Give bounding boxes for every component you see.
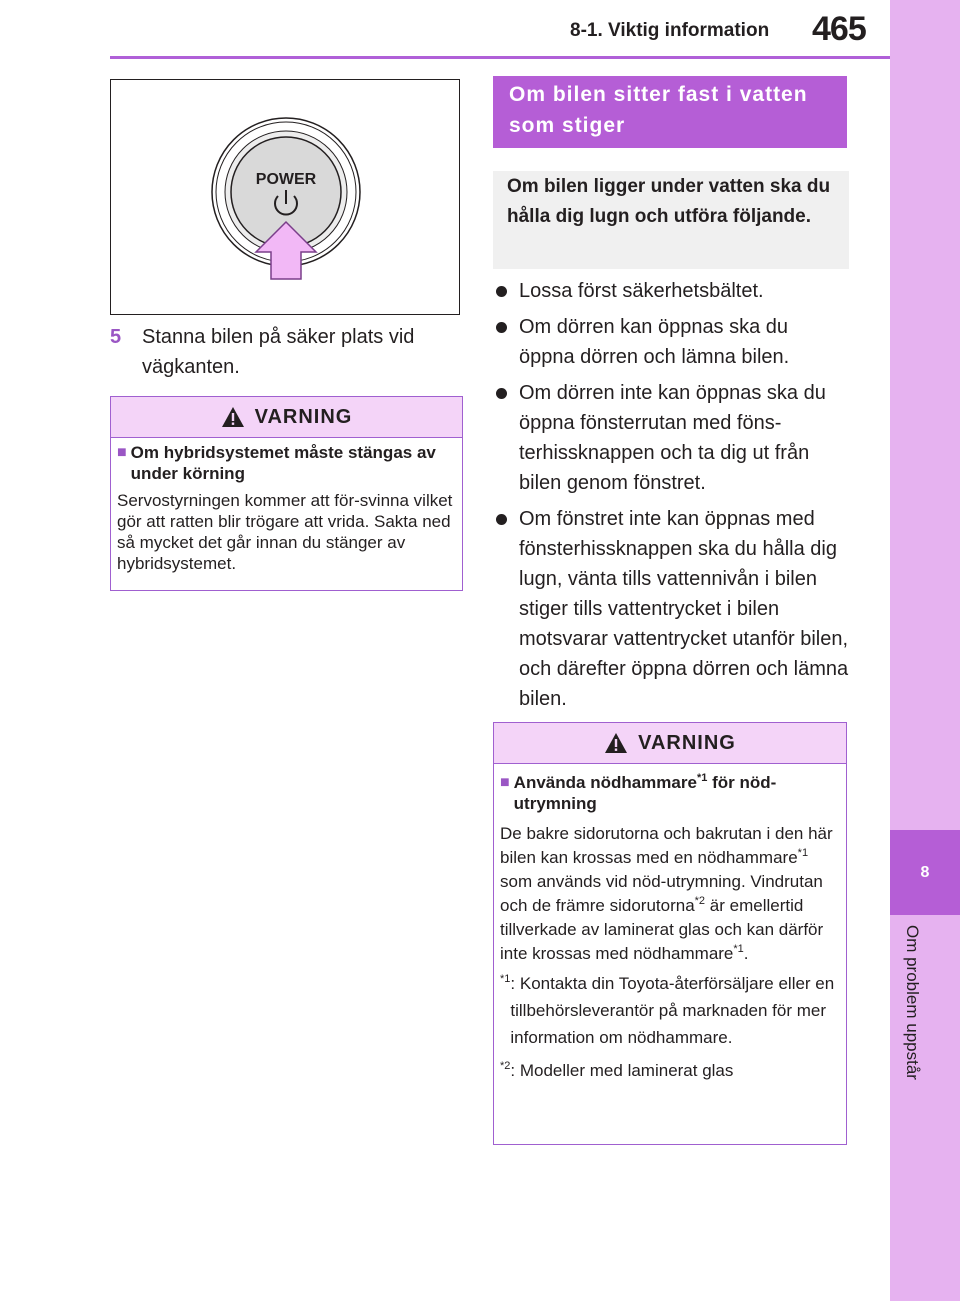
header-rule [110, 56, 890, 59]
footnote-text: : Modeller med laminerat glas [510, 1061, 734, 1080]
footnote-label: *1 [500, 973, 511, 985]
subheading-part: för nöd-utrymning [513, 773, 777, 813]
footnote-label: *2 [500, 1060, 511, 1072]
section-title: 8-1. Viktig information [570, 20, 770, 41]
square-bullet-icon: ■ [117, 444, 127, 461]
subheading-part: Använda nödhammare [513, 773, 697, 792]
warning-header [494, 723, 846, 764]
footnote-ref: *1 [733, 943, 744, 955]
warning-box-hybrid [110, 396, 463, 591]
warning-subheading [500, 772, 840, 814]
warning-title: VARNING [638, 731, 736, 754]
warning-body: Servostyrningen kommer att för-svinna vilket gör att ratten blir trögare att vrida. Sakta ned så mycket det går innan du stänger av hybridsystemet. [117, 491, 453, 573]
warning-body [500, 822, 840, 966]
footnote-2 [500, 1057, 840, 1084]
section-heading: Om bilen sitter fast i vatten som stiger [493, 76, 847, 148]
step-text: Stanna bilen på säker plats vid vägkanten. [142, 326, 415, 378]
body-text: De bakre sidorutorna och bakrutan i den här bilen kan krossas med en nödhammare [500, 824, 833, 867]
body-text: . [743, 944, 749, 963]
warning-title: VARNING [254, 405, 353, 428]
footnote-ref: *2 [694, 895, 706, 907]
step-item [110, 322, 460, 382]
warning-triangle-icon [604, 732, 628, 754]
list-item: Om dörren kan öppnas ska du öppna dörren och lämna bilen. [493, 312, 849, 372]
power-label: POWER [255, 171, 317, 188]
list-item: Om fönstret inte kan öppnas med fönsterhissknappen ska du hålla dig lugn, vänta tills vattennivån i bilen stiger tills vattentrycket i bilen motsvarar vattentrycket utanför bilen, och därefter öppna dörren och lämna bilen. [493, 504, 849, 714]
chapter-title: Om problem uppstår [903, 925, 922, 1080]
power-button-icon [111, 80, 459, 314]
warning-box-hammer [493, 722, 847, 1145]
warning-subheading-text [514, 772, 840, 814]
power-button-illustration [110, 79, 460, 315]
warning-subheading-text: Om hybridsystemet måste stängas av under körning [130, 443, 436, 483]
chapter-number: 8 [920, 864, 930, 881]
footnote-ref: *1 [696, 772, 708, 784]
body-text: som används vid nöd-utrymning. Vindrutan och de främre sidorutorna [500, 872, 823, 915]
intro-box: Om bilen ligger under vatten ska du hålla dig lugn och utföra följande. [493, 171, 849, 269]
bullet-list [493, 270, 849, 714]
footnote-1 [500, 970, 840, 1051]
list-item: Lossa först säkerhetsbältet. [493, 276, 849, 306]
step-number: 5 [110, 326, 122, 348]
footnote-ref: *1 [797, 847, 809, 859]
list-item: Om dörren inte kan öppnas ska du öppna fönsterrutan med föns-terhissknappen och ta dig ut från bilen genom fönstret. [493, 378, 849, 498]
warning-triangle-icon [221, 406, 245, 428]
body-text: är emellertid tillverkade av laminerat glas och kan därför inte krossas med nödhammare [500, 896, 824, 963]
warning-header [111, 397, 462, 438]
footnote-text: : Kontakta din Toyota-återförsäljare eller en tillbehörsleverantör på marknaden för mer information om nödhammare. [510, 974, 835, 1047]
warning-subheading [117, 442, 456, 484]
page-number: 465 [812, 10, 866, 48]
square-bullet-icon: ■ [500, 774, 510, 791]
